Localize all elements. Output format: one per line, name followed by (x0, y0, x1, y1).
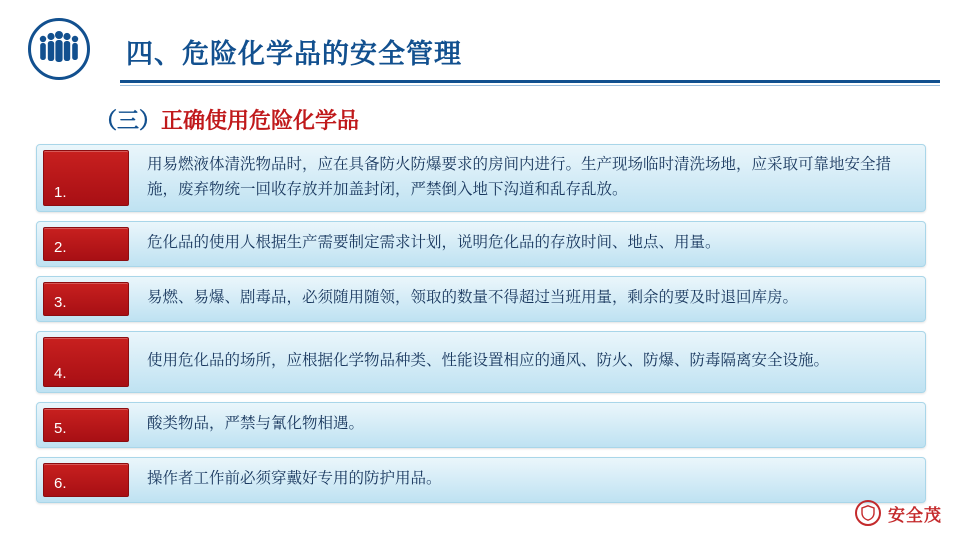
list-item-text-wrapper (129, 458, 925, 502)
numbered-list (36, 144, 926, 512)
title-divider (120, 80, 940, 83)
section-subtitle-text: 正确使用危险化学品 (161, 108, 360, 133)
list-item-number: 4. (43, 337, 129, 387)
list-item-text: 易燃、易爆、剧毒品，必须随用随领，领取的数量不得超过当班用量，剩余的要及时退回库房。 (147, 289, 799, 307)
list-item-text-wrapper (129, 145, 925, 211)
list-item (36, 402, 926, 448)
list-item (36, 144, 926, 212)
list-item-text-wrapper (129, 277, 925, 321)
slide-header (0, 0, 960, 92)
section-subtitle-prefix: （三） (95, 108, 162, 133)
list-item-number: 3. (43, 282, 129, 316)
list-item-text-wrapper (129, 403, 925, 447)
list-item-text-wrapper (129, 332, 925, 392)
section-subtitle (95, 104, 359, 135)
list-item (36, 276, 926, 322)
list-item-number: 5. (43, 408, 129, 442)
list-item-text: 用易燃液体清洗物品时，应在具备防火防爆要求的房间内进行。生产现场临时清洗场地，应采取可靠地安全措施，废弃物统一回收存放并加盖封闭，严禁倒入地下沟道和乱存乱放。 (147, 156, 892, 198)
list-item-text: 使用危化品的场所，应根据化学物品种类、性能设置相应的通风、防火、防爆、防毒隔离安全设施。 (147, 352, 830, 370)
watermark (855, 500, 942, 526)
watermark-label: 安全茂 (888, 505, 942, 525)
list-item-number: 6. (43, 463, 129, 497)
shield-icon (855, 500, 881, 526)
title-divider-secondary (120, 85, 940, 86)
list-item-text: 操作者工作前必须穿戴好专用的防护用品。 (147, 470, 442, 488)
list-item (36, 221, 926, 267)
list-item-number: 1. (43, 150, 129, 206)
list-item-text: 酸类物品，严禁与氰化物相遇。 (147, 415, 365, 433)
list-item (36, 331, 926, 393)
list-item-text: 危化品的使用人根据生产需要制定需求计划，说明危化品的存放时间、地点、用量。 (147, 234, 721, 252)
list-item (36, 457, 926, 503)
list-item-number: 2. (43, 227, 129, 261)
people-group-icon (28, 18, 90, 80)
page-title: 四、危险化学品的安全管理 (126, 39, 462, 69)
list-item-text-wrapper (129, 222, 925, 266)
